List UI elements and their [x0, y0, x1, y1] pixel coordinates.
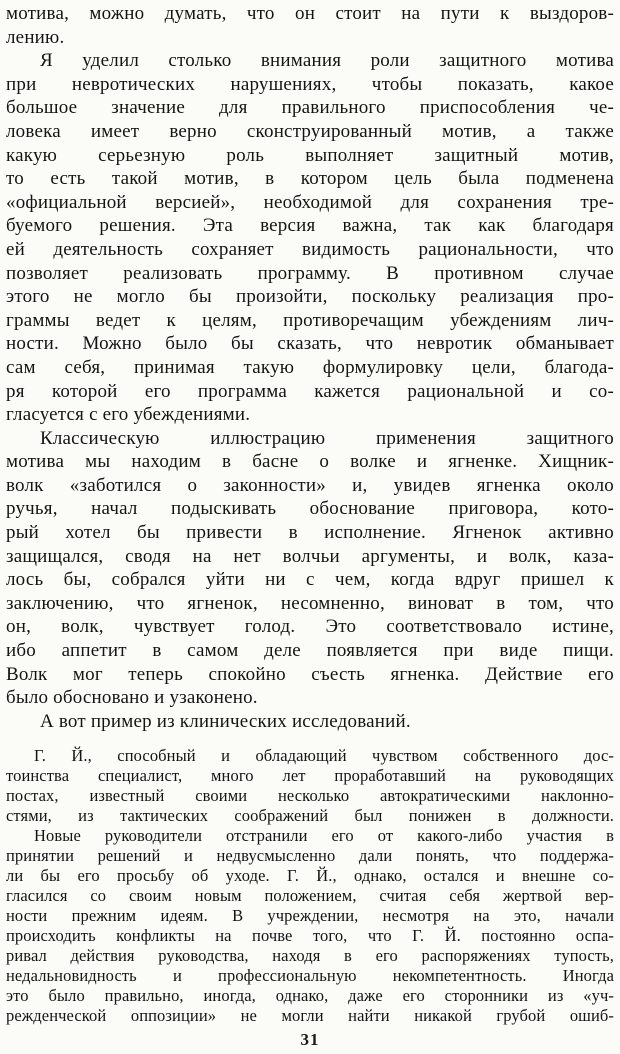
paragraph [6, 427, 614, 710]
text-line: ей деятельность сохраняет видимость рациональности, что [6, 238, 614, 260]
text-line: ности прежним идеям. В учреждении, несмотря на это, начали [6, 906, 614, 926]
text-line: ловека имеет верно сконструированный мотив, а также [6, 120, 614, 142]
text-line: ривал действия руководства, находя в его распоряжениях тупость, [6, 946, 614, 966]
text-line: стями, из тактических соображений был понижен в должности. [6, 806, 614, 826]
text-line: «официальной версией», необходимой для сохранения тре- [6, 191, 614, 213]
paragraph [6, 710, 614, 734]
text-line: он, волк, чувствует голод. Это соответствовало истине, [6, 616, 614, 638]
text-line: Волк мог теперь спокойно съесть ягненка. Действие его [6, 663, 614, 685]
text-line: лось бы, собрался уйти ни с чем, когда вдруг пришел к [6, 569, 614, 591]
text-line: буемого решения. Эта версия важна, так как благодаря [6, 215, 614, 237]
paragraph [6, 49, 614, 427]
text-line: постах, известный своими несколько автократическими наклонно- [6, 786, 614, 806]
text-line: А вот пример из клинических исследований. [40, 710, 411, 732]
page-number: 31 [300, 1030, 320, 1050]
text-line: недальновидность и профессиональную некомпетентность. Иногда [6, 966, 614, 986]
text-line: этого не могло бы произойти, поскольку реализация про- [6, 286, 614, 308]
text-line: это было правильно, иногда, однако, даже его сторонники из «уч- [6, 986, 614, 1006]
text-line: Новые руководители отстранили его от какого-либо участия в [34, 826, 614, 846]
text-line: принятии решений и недвусмысленно дали понять, что поддержа- [6, 846, 614, 866]
text-line: ности. Можно было бы сказать, что невротик обманывает [6, 333, 614, 355]
text-line: гласился со своим новым положением, считая себя жертвой вер- [6, 886, 614, 906]
text-line: было обосновано и узаконено. [6, 687, 258, 709]
text-line: позволяет реализовать программу. В противном случае [6, 262, 614, 284]
text-line: сам себя, принимая такую формулировку цели, благода- [6, 356, 614, 378]
paragraph [6, 826, 614, 1026]
text-line: Классическую иллюстрацию применения защитного [40, 427, 614, 449]
text-line: заключению, что ягненок, несомненно, виноват в том, что [6, 592, 614, 614]
text-line: режденческой оппозиции» не могли найти никакой грубой ошиб- [6, 1006, 614, 1026]
text-line: мотива, можно думать, что он стоит на пути к выздоров- [6, 3, 614, 24]
text-line: рый хотел бы привести в исполнение. Ягненок активно [6, 522, 614, 544]
text-line: ибо аппетит в самом деле появляется при виде пищи. [6, 640, 614, 662]
text-line: ря которой его программа кажется рациональной и со- [6, 380, 614, 402]
text-line: граммы ведет к целям, противоречащим убеждениям лич- [6, 309, 614, 331]
text-line: тоинства специалист, много лет проработавший на руководящих [6, 766, 614, 786]
text-line: Я уделил столько внимания роли защитного мотива [40, 50, 614, 72]
text-line: то есть такой мотив, в котором цель была подменена [6, 168, 614, 190]
text-line: ли бы его просьбу об уходе. Г. Й., однако, остался и внешне со- [6, 866, 614, 886]
paragraph [6, 746, 614, 826]
text-line: какую серьезную роль выполняет защитный мотив, [6, 144, 614, 166]
paragraph [6, 2, 614, 49]
text-line: лению. [6, 26, 65, 48]
text-line: ручья, начал подыскивать обоснование приговора, кото- [6, 498, 614, 520]
text-line: мотива мы находим в басне о волке и ягненке. Хищник- [6, 451, 614, 473]
text-column [6, 2, 614, 1026]
text-line: гласуется с его убеждениями. [6, 404, 251, 426]
text-line: Г. Й., способный и обладающий чувством собственного дос- [34, 746, 614, 766]
text-line: волк «заботился о законности» и, увидев ягненка около [6, 474, 614, 496]
text-line: защищался, сводя на нет волчьи аргументы, и волк, каза- [6, 545, 614, 567]
text-line: большое значение для правильного приспособления че- [6, 97, 614, 119]
text-line: при невротических нарушениях, чтобы показать, какое [6, 73, 614, 95]
text-line: происходить конфликты на почве того, что Г. Й. постоянно оспа- [6, 926, 614, 946]
